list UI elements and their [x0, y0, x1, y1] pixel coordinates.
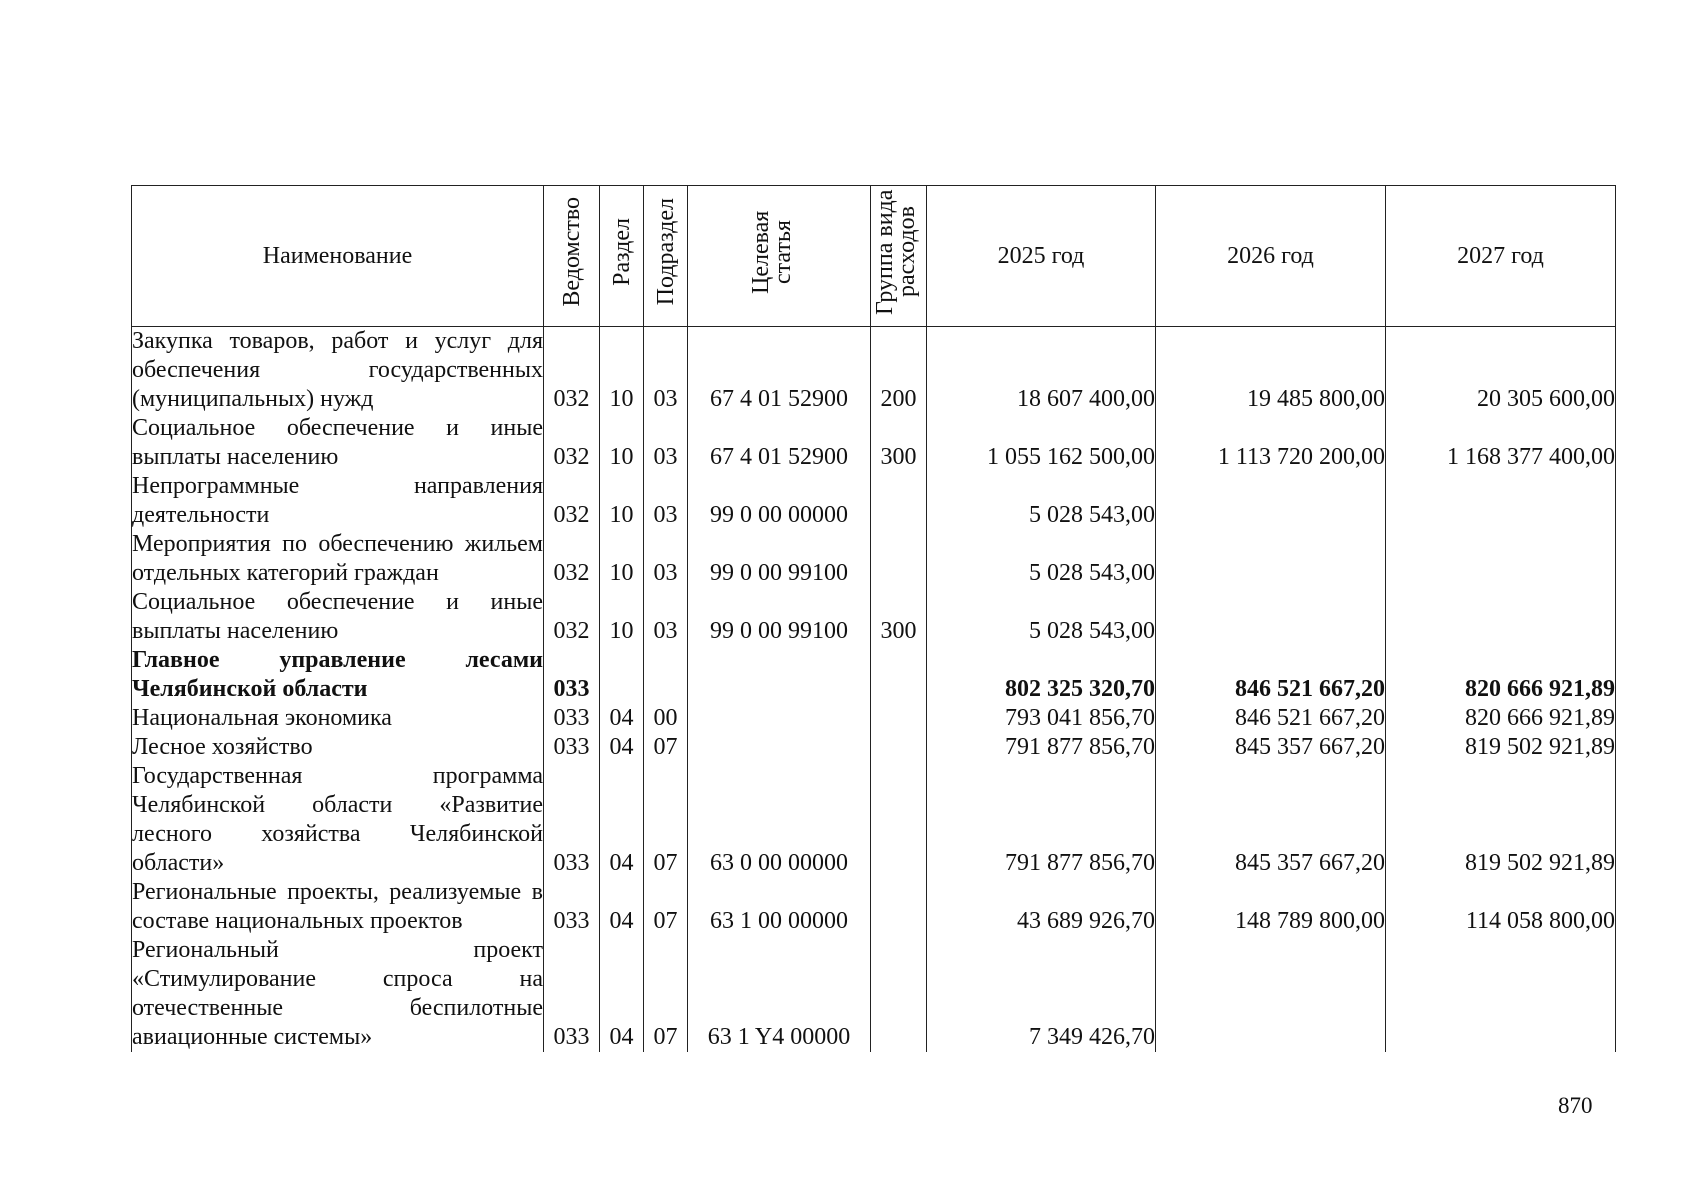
- cell-expense-group: [871, 733, 927, 762]
- cell-2027: 819 502 921,89: [1386, 733, 1616, 762]
- cell-2027: 820 666 921,89: [1386, 704, 1616, 733]
- cell-expense-group: [871, 936, 927, 1052]
- table-body: [132, 327, 1616, 1053]
- cell-target-article: [688, 733, 871, 762]
- cell-target-article: 99 0 00 00000: [688, 472, 871, 530]
- cell-name: Региональные проекты, реализуемые в составе национальных проектов: [132, 879, 543, 934]
- table-row: [132, 414, 1616, 472]
- cell-2026: 148 789 800,00: [1156, 878, 1386, 936]
- cell-razdel: 04: [600, 762, 644, 878]
- cell-2027: 20 305 600,00: [1386, 327, 1616, 415]
- cell-podrazdel: 03: [644, 472, 688, 530]
- cell-name: Государственная программа Челябинской области «Развитие лесного хозяйства Челябинской области»: [132, 763, 543, 876]
- cell-2027: 114 058 800,00: [1386, 878, 1616, 936]
- header-2027: 2027 год: [1386, 186, 1616, 327]
- cell-2027: [1386, 588, 1616, 646]
- cell-2025: 1 055 162 500,00: [927, 414, 1156, 472]
- cell-expense-group: [871, 762, 927, 878]
- cell-name: Главное управление лесами Челябинской области: [132, 647, 543, 702]
- cell-name: Региональный проект «Стимулирование спроса на отечественные беспилотные авиационные системы»: [132, 937, 543, 1050]
- cell-vedomstvo: 033: [544, 646, 600, 704]
- budget-table-container: [131, 185, 1616, 1052]
- page-number: 870: [1558, 1093, 1593, 1118]
- cell-2026: 1 113 720 200,00: [1156, 414, 1386, 472]
- header-target-article: Целевая статья: [688, 186, 871, 327]
- cell-2027: 820 666 921,89: [1386, 646, 1616, 704]
- cell-podrazdel: 07: [644, 878, 688, 936]
- cell-2027: 1 168 377 400,00: [1386, 414, 1616, 472]
- cell-vedomstvo: 032: [544, 472, 600, 530]
- cell-2025: 793 041 856,70: [927, 704, 1156, 733]
- cell-2027: [1386, 472, 1616, 530]
- cell-target-article: 63 1 Y4 00000: [688, 936, 871, 1052]
- cell-2027: [1386, 530, 1616, 588]
- table-row: [132, 704, 1616, 733]
- cell-name: Закупка товаров, работ и услуг для обеспечения государственных (муниципальных) нужд: [132, 328, 543, 412]
- cell-expense-group: [871, 472, 927, 530]
- header-vedomstvo: Ведомство: [544, 186, 600, 327]
- cell-razdel: 10: [600, 530, 644, 588]
- header-podrazdel: Подраздел: [644, 186, 688, 327]
- cell-expense-group: 200: [871, 327, 927, 415]
- cell-razdel: 10: [600, 588, 644, 646]
- cell-podrazdel: [644, 646, 688, 704]
- cell-target-article: 67 4 01 52900: [688, 327, 871, 415]
- table-row: [132, 472, 1616, 530]
- cell-2025: 5 028 543,00: [927, 472, 1156, 530]
- cell-2027: [1386, 936, 1616, 1052]
- cell-podrazdel: 07: [644, 936, 688, 1052]
- cell-2025: 5 028 543,00: [927, 588, 1156, 646]
- cell-target-article: 99 0 00 99100: [688, 588, 871, 646]
- budget-table: [131, 185, 1616, 1052]
- cell-expense-group: 300: [871, 588, 927, 646]
- cell-razdel: 10: [600, 327, 644, 415]
- cell-target-article: [688, 704, 871, 733]
- cell-vedomstvo: 033: [544, 762, 600, 878]
- cell-2025: 802 325 320,70: [927, 646, 1156, 704]
- cell-2025: 43 689 926,70: [927, 878, 1156, 936]
- table-row: [132, 588, 1616, 646]
- cell-razdel: 10: [600, 472, 644, 530]
- cell-target-article: 63 1 00 00000: [688, 878, 871, 936]
- cell-2026: [1156, 936, 1386, 1052]
- cell-2026: 845 357 667,20: [1156, 762, 1386, 878]
- header-2025: 2025 год: [927, 186, 1156, 327]
- table-row: [132, 733, 1616, 762]
- cell-podrazdel: 07: [644, 762, 688, 878]
- cell-2025: 791 877 856,70: [927, 762, 1156, 878]
- cell-2025: 791 877 856,70: [927, 733, 1156, 762]
- table-row: [132, 762, 1616, 878]
- cell-expense-group: [871, 704, 927, 733]
- cell-razdel: [600, 646, 644, 704]
- cell-podrazdel: 03: [644, 588, 688, 646]
- cell-target-article: [688, 646, 871, 704]
- header-name: Наименование: [132, 186, 544, 327]
- cell-2026: [1156, 530, 1386, 588]
- cell-2025: 7 349 426,70: [927, 936, 1156, 1052]
- cell-name: Непрограммные направления деятельности: [132, 473, 543, 528]
- header-razdel: Раздел: [600, 186, 644, 327]
- cell-vedomstvo: 032: [544, 414, 600, 472]
- cell-2025: 5 028 543,00: [927, 530, 1156, 588]
- cell-vedomstvo: 033: [544, 733, 600, 762]
- cell-target-article: 63 0 00 00000: [688, 762, 871, 878]
- cell-name: Социальное обеспечение и иные выплаты населению: [132, 589, 543, 644]
- cell-2025: 18 607 400,00: [927, 327, 1156, 415]
- cell-expense-group: 300: [871, 414, 927, 472]
- cell-razdel: 10: [600, 414, 644, 472]
- cell-vedomstvo: 033: [544, 936, 600, 1052]
- cell-razdel: 04: [600, 936, 644, 1052]
- cell-vedomstvo: 033: [544, 878, 600, 936]
- cell-expense-group: [871, 530, 927, 588]
- cell-vedomstvo: 033: [544, 704, 600, 733]
- table-row: [132, 878, 1616, 936]
- cell-razdel: 04: [600, 733, 644, 762]
- cell-vedomstvo: 032: [544, 327, 600, 415]
- cell-podrazdel: 03: [644, 530, 688, 588]
- cell-name: Мероприятия по обеспечению жильем отдельных категорий граждан: [132, 531, 543, 586]
- header-expense-group: Группа вида расходов: [871, 186, 927, 327]
- cell-2026: [1156, 472, 1386, 530]
- table-row: [132, 936, 1616, 1052]
- cell-razdel: 04: [600, 704, 644, 733]
- cell-podrazdel: 07: [644, 733, 688, 762]
- cell-target-article: 67 4 01 52900: [688, 414, 871, 472]
- table-row: [132, 646, 1616, 704]
- cell-razdel: 04: [600, 878, 644, 936]
- cell-expense-group: [871, 878, 927, 936]
- cell-name: Социальное обеспечение и иные выплаты населению: [132, 415, 543, 470]
- cell-vedomstvo: 032: [544, 530, 600, 588]
- cell-expense-group: [871, 646, 927, 704]
- cell-podrazdel: 03: [644, 327, 688, 415]
- cell-target-article: 99 0 00 99100: [688, 530, 871, 588]
- cell-podrazdel: 00: [644, 704, 688, 733]
- cell-vedomstvo: 032: [544, 588, 600, 646]
- cell-2026: 845 357 667,20: [1156, 733, 1386, 762]
- cell-podrazdel: 03: [644, 414, 688, 472]
- cell-2026: [1156, 588, 1386, 646]
- header-2026: 2026 год: [1156, 186, 1386, 327]
- cell-2026: 846 521 667,20: [1156, 646, 1386, 704]
- cell-2026: 846 521 667,20: [1156, 704, 1386, 733]
- table-row: [132, 327, 1616, 415]
- cell-name: Национальная экономика: [132, 704, 544, 733]
- cell-2026: 19 485 800,00: [1156, 327, 1386, 415]
- table-header-row: [132, 186, 1616, 327]
- cell-2027: 819 502 921,89: [1386, 762, 1616, 878]
- cell-name: Лесное хозяйство: [132, 733, 544, 762]
- table-row: [132, 530, 1616, 588]
